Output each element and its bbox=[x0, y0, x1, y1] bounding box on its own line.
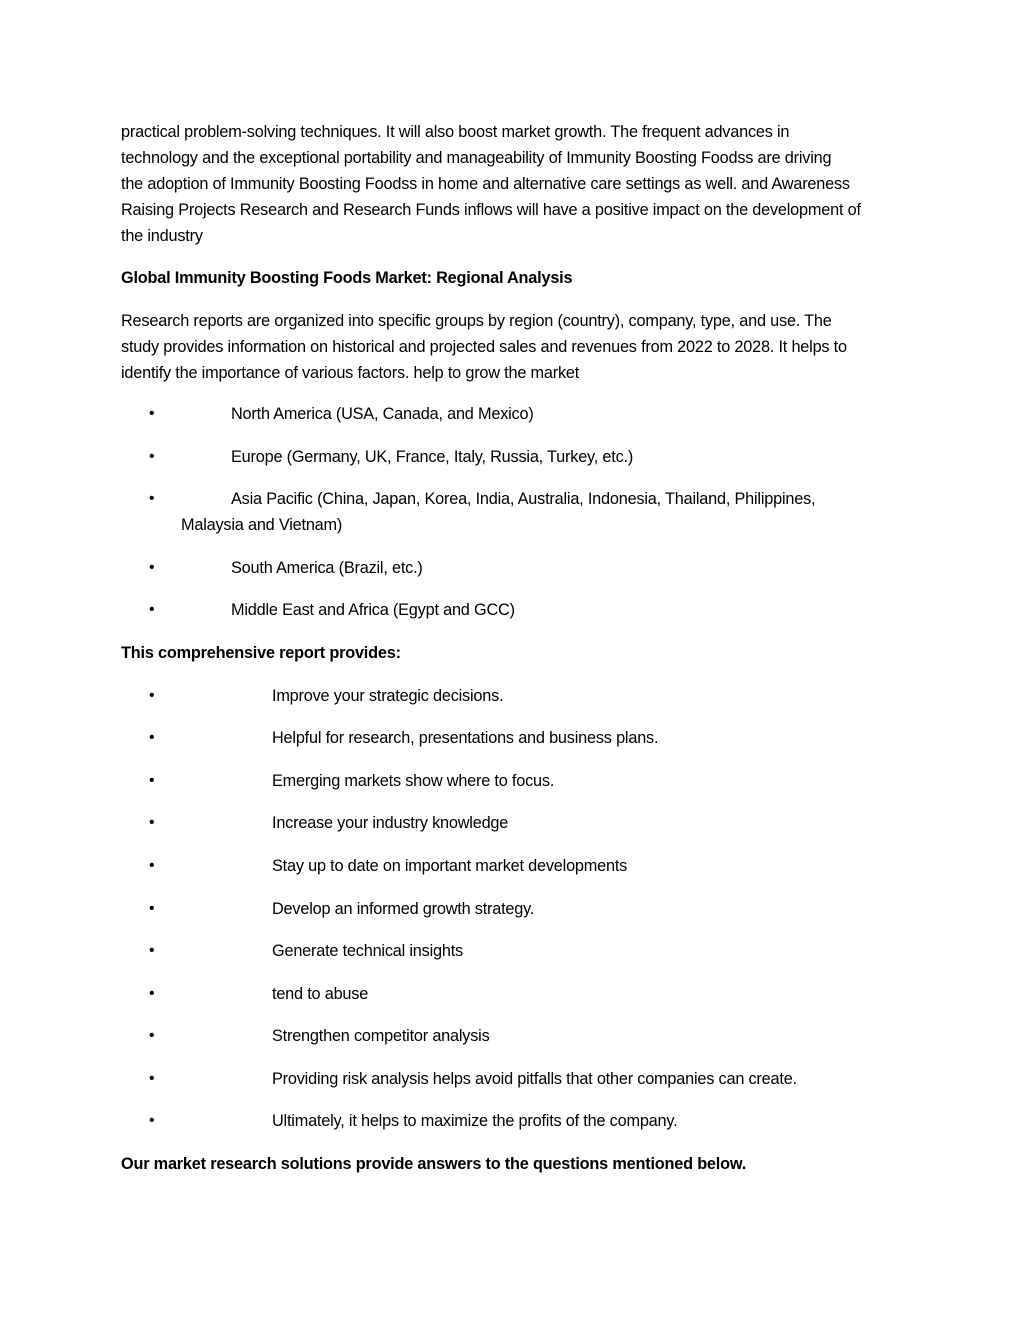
bullet-icon: • bbox=[149, 729, 155, 746]
bullet-icon: • bbox=[149, 772, 155, 789]
region-text: North America (USA, Canada, and Mexico) bbox=[231, 405, 534, 423]
intro-line: the adoption of Immunity Boosting Foodss in home and alternative care settings as well. and Awareness bbox=[121, 175, 850, 193]
benefit-text: Stay up to date on important market developments bbox=[272, 857, 628, 875]
bullet-icon: • bbox=[149, 942, 155, 959]
bullet-icon: • bbox=[149, 857, 155, 874]
benefit-text: Strengthen competitor analysis bbox=[272, 1027, 490, 1045]
regional-line: study provides information on historical and projected sales and revenues from 2022 to 2028. It helps to bbox=[121, 338, 847, 356]
region-text-continuation: Malaysia and Vietnam) bbox=[181, 516, 343, 534]
intro-paragraph bbox=[121, 119, 911, 249]
region-text: South America (Brazil, etc.) bbox=[231, 559, 423, 577]
intro-line: Raising Projects Research and Research Funds inflows will have a positive impact on the development of bbox=[121, 201, 861, 219]
region-text: Asia Pacific (China, Japan, Korea, India, Australia, Indonesia, Thailand, Philippines, bbox=[231, 490, 816, 508]
benefit-text: Helpful for research, presentations and business plans. bbox=[272, 729, 659, 747]
report-provides-heading: This comprehensive report provides: bbox=[121, 644, 401, 662]
benefit-text: Increase your industry knowledge bbox=[272, 814, 509, 832]
benefit-text: Ultimately, it helps to maximize the profits of the company. bbox=[272, 1112, 678, 1130]
regional-line: identify the importance of various factors. help to grow the market bbox=[121, 364, 580, 382]
regional-paragraph bbox=[121, 308, 911, 386]
bullet-icon: • bbox=[149, 1112, 155, 1129]
bullet-icon: • bbox=[149, 687, 155, 704]
benefit-text: Generate technical insights bbox=[272, 942, 463, 960]
regional-analysis-heading: Global Immunity Boosting Foods Market: Regional Analysis bbox=[121, 269, 573, 287]
bullet-icon: • bbox=[149, 405, 155, 422]
region-text: Europe (Germany, UK, France, Italy, Russia, Turkey, etc.) bbox=[231, 448, 634, 466]
benefit-text: Improve your strategic decisions. bbox=[272, 687, 504, 705]
benefit-text: Providing risk analysis helps avoid pitfalls that other companies can create. bbox=[272, 1070, 797, 1088]
benefit-text: Develop an informed growth strategy. bbox=[272, 900, 535, 918]
bullet-icon: • bbox=[149, 814, 155, 831]
bullet-icon: • bbox=[149, 900, 155, 917]
bullet-icon: • bbox=[149, 448, 155, 465]
bullet-icon: • bbox=[149, 601, 155, 618]
bullet-icon: • bbox=[149, 1070, 155, 1087]
intro-line: practical problem-solving techniques. It will also boost market growth. The frequent advances in bbox=[121, 123, 790, 141]
intro-line: the industry bbox=[121, 227, 203, 245]
bullet-icon: • bbox=[149, 985, 155, 1002]
regional-line: Research reports are organized into specific groups by region (country), company, type, and use. The bbox=[121, 312, 832, 330]
bullet-icon: • bbox=[149, 1027, 155, 1044]
bullet-icon: • bbox=[149, 559, 155, 576]
bullet-icon: • bbox=[149, 490, 155, 507]
benefit-text: Emerging markets show where to focus. bbox=[272, 772, 555, 790]
benefit-text: tend to abuse bbox=[272, 985, 369, 1003]
intro-line: technology and the exceptional portability and manageability of Immunity Boosting Foodss are driving bbox=[121, 149, 832, 167]
region-text: Middle East and Africa (Egypt and GCC) bbox=[231, 601, 515, 619]
closing-heading: Our market research solutions provide answers to the questions mentioned below. bbox=[121, 1155, 747, 1173]
